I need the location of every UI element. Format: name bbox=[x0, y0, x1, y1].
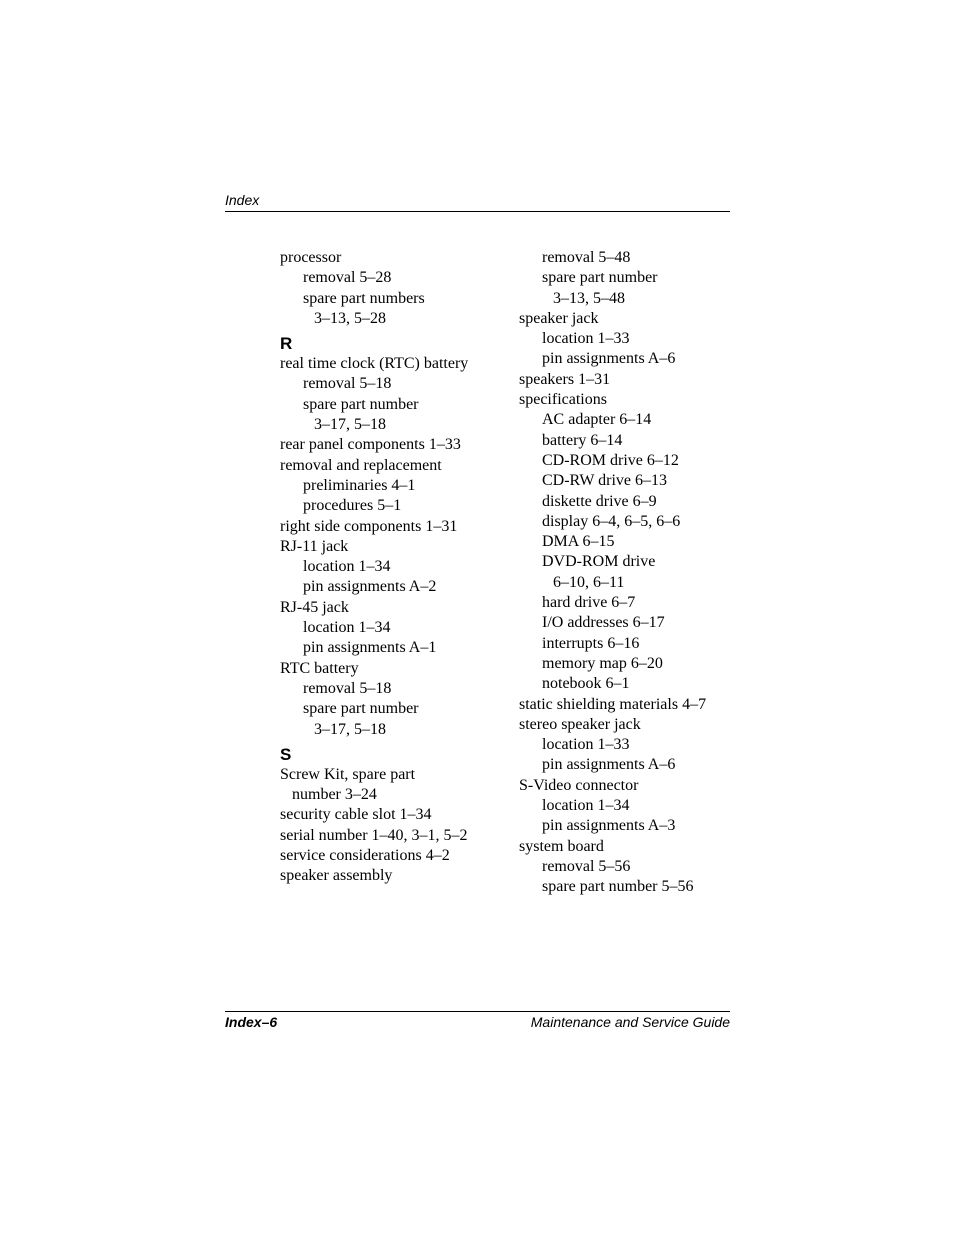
index-subentry: location 1–33 bbox=[542, 736, 630, 754]
index-subentry: spare part number bbox=[303, 700, 419, 718]
index-subentry: pin assignments A–6 bbox=[542, 350, 676, 368]
index-subentry: battery 6–14 bbox=[542, 431, 623, 449]
index-subentry: pin assignments A–1 bbox=[303, 639, 437, 657]
index-subentry: DMA 6–15 bbox=[542, 533, 615, 551]
index-subentry: 3–13, 5–48 bbox=[553, 289, 625, 307]
index-subentry: pin assignments A–6 bbox=[542, 756, 676, 774]
index-column-right bbox=[519, 248, 751, 898]
index-entry: S-Video connector bbox=[519, 776, 639, 794]
index-subentry: pin assignments A–2 bbox=[303, 578, 437, 596]
index-subentry: 3–17, 5–18 bbox=[314, 416, 386, 434]
index-subentry: display 6–4, 6–5, 6–6 bbox=[542, 512, 681, 530]
index-subentry: spare part number 5–56 bbox=[542, 878, 694, 896]
index-letter-heading: S bbox=[280, 744, 292, 764]
index-subentry: number 3–24 bbox=[292, 786, 377, 804]
index-entry: speaker assembly bbox=[280, 867, 393, 885]
index-entry: serial number 1–40, 3–1, 5–2 bbox=[280, 826, 468, 844]
index-subentry: removal 5–18 bbox=[303, 375, 392, 393]
index-subentry: I/O addresses 6–17 bbox=[542, 614, 665, 632]
footer-book-title: Maintenance and Service Guide bbox=[530, 1014, 730, 1030]
index-subentry: removal 5–56 bbox=[542, 857, 631, 875]
index-entry: removal and replacement bbox=[280, 456, 442, 474]
index-entry: Screw Kit, spare part bbox=[280, 765, 416, 783]
index-subentry: spare part numbers bbox=[303, 289, 425, 307]
index-subentry: DVD-ROM drive bbox=[542, 553, 656, 571]
index-subentry: hard drive 6–7 bbox=[542, 594, 636, 612]
header-rule bbox=[225, 211, 730, 212]
index-subentry: location 1–34 bbox=[303, 558, 391, 576]
index-column-left bbox=[280, 248, 512, 887]
index-subentry: interrupts 6–16 bbox=[542, 634, 640, 652]
footer-page-number: Index–6 bbox=[225, 1014, 278, 1030]
index-subentry: CD-ROM drive 6–12 bbox=[542, 451, 679, 469]
index-entry: system board bbox=[519, 837, 604, 855]
index-subentry: location 1–34 bbox=[542, 797, 630, 815]
index-entry: rear panel components 1–33 bbox=[280, 436, 461, 454]
index-subentry: location 1–33 bbox=[542, 330, 630, 348]
index-subentry: diskette drive 6–9 bbox=[542, 492, 657, 510]
index-subentry: pin assignments A–3 bbox=[542, 817, 676, 835]
index-entry: speaker jack bbox=[519, 309, 599, 327]
index-entry: RTC battery bbox=[280, 659, 359, 677]
index-entry: service considerations 4–2 bbox=[280, 847, 450, 865]
index-subentry: 3–17, 5–18 bbox=[314, 720, 386, 738]
index-subentry: removal 5–48 bbox=[542, 249, 631, 266]
index-subentry: AC adapter 6–14 bbox=[542, 411, 652, 429]
index-entry: speakers 1–31 bbox=[519, 370, 611, 388]
index-entry: security cable slot 1–34 bbox=[280, 806, 432, 824]
index-entry: specifications bbox=[519, 391, 607, 409]
index-entry: static shielding materials 4–7 bbox=[519, 695, 707, 713]
index-entry: processor bbox=[280, 249, 342, 266]
index-subentry: procedures 5–1 bbox=[303, 497, 402, 515]
index-subentry: removal 5–28 bbox=[303, 269, 392, 287]
index-letter-heading: R bbox=[280, 334, 293, 354]
index-entry: RJ-11 jack bbox=[280, 537, 349, 555]
footer-rule bbox=[225, 1011, 730, 1012]
index-subentry: 3–13, 5–28 bbox=[314, 309, 386, 327]
running-head: Index bbox=[225, 192, 260, 208]
index-entry: real time clock (RTC) battery bbox=[280, 355, 469, 373]
index-subentry: location 1–34 bbox=[303, 619, 391, 637]
index-subentry: preliminaries 4–1 bbox=[303, 476, 416, 494]
index-subentry: 6–10, 6–11 bbox=[553, 573, 625, 591]
index-entry: RJ-45 jack bbox=[280, 598, 349, 616]
index-subentry: CD-RW drive 6–13 bbox=[542, 472, 668, 490]
index-entry: right side components 1–31 bbox=[280, 517, 458, 535]
index-subentry: spare part number bbox=[303, 395, 419, 413]
index-subentry: spare part number bbox=[542, 269, 658, 287]
index-subentry: removal 5–18 bbox=[303, 679, 392, 697]
index-subentry: notebook 6–1 bbox=[542, 675, 630, 693]
index-entry: stereo speaker jack bbox=[519, 715, 641, 733]
index-subentry: memory map 6–20 bbox=[542, 654, 663, 672]
